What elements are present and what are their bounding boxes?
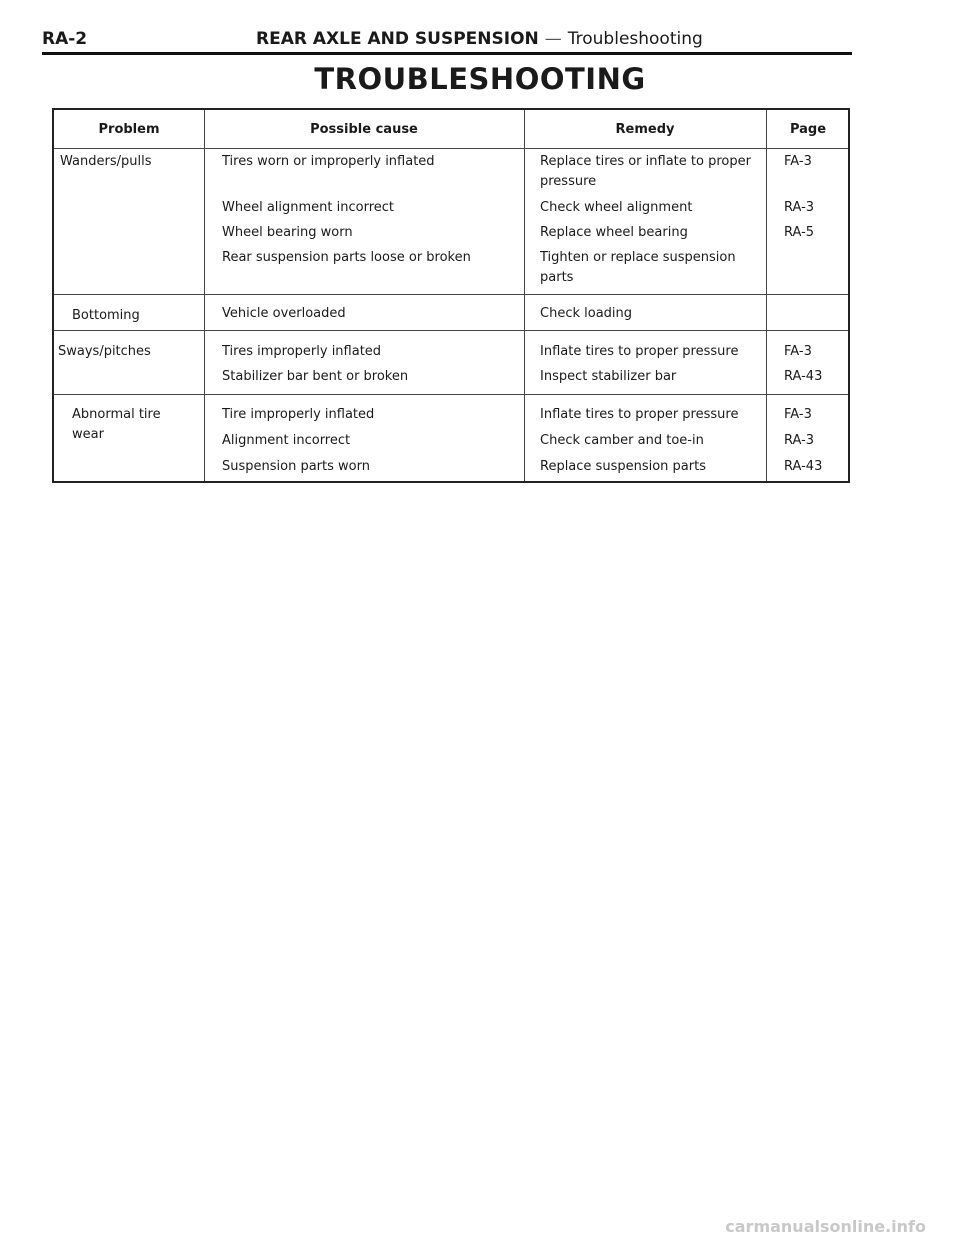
page-cell: RA-3 bbox=[784, 200, 815, 215]
cause-cell: Stabilizer bar bent or broken bbox=[222, 369, 409, 384]
remedy-cell: Replace wheel bearing bbox=[540, 225, 688, 240]
problem-cell: Bottoming bbox=[72, 308, 140, 323]
remedy-cell: Inflate tires to proper pressure bbox=[540, 407, 739, 422]
problem-cell: Wanders/pulls bbox=[60, 154, 152, 169]
column-divider bbox=[524, 110, 525, 481]
remedy-cell: Replace tires or inflate to proper pressure bbox=[540, 154, 751, 189]
cause-cell: Tires improperly inflated bbox=[222, 344, 382, 359]
page-cell: RA-43 bbox=[784, 369, 823, 384]
subsection-name: Troubleshooting bbox=[567, 29, 703, 49]
problem-cell: Sways/pitches bbox=[58, 344, 151, 359]
header-divider bbox=[54, 148, 848, 149]
remedy-cell: Check camber and toe-in bbox=[540, 433, 704, 448]
watermark: carmanualsonline.info bbox=[725, 1217, 926, 1236]
cause-cell: Tires worn or improperly inflated bbox=[222, 154, 435, 169]
column-header-page: Page bbox=[789, 122, 827, 137]
column-divider bbox=[766, 110, 767, 481]
cause-cell: Wheel bearing worn bbox=[222, 225, 353, 240]
cause-cell: Tire improperly inflated bbox=[222, 407, 375, 422]
column-header-remedy: Remedy bbox=[615, 122, 675, 137]
problem-cell: Abnormal tire wear bbox=[72, 407, 161, 442]
cause-cell: Vehicle overloaded bbox=[222, 306, 346, 321]
troubleshooting-table bbox=[52, 108, 850, 483]
page-cell: RA-43 bbox=[784, 459, 823, 474]
remedy-cell: Check loading bbox=[540, 306, 633, 321]
page-cell: FA-3 bbox=[784, 407, 812, 422]
remedy-cell: Check wheel alignment bbox=[540, 200, 693, 215]
row-divider bbox=[54, 294, 848, 295]
page-header bbox=[42, 28, 852, 55]
remedy-cell: Inflate tires to proper pressure bbox=[540, 344, 739, 359]
page-code: RA-2 bbox=[42, 29, 88, 49]
page-title: TROUBLESHOOTING bbox=[314, 62, 646, 96]
cause-cell: Suspension parts worn bbox=[222, 459, 370, 474]
remedy-cell: Replace suspension parts bbox=[540, 459, 706, 474]
title-dash: — bbox=[544, 29, 562, 49]
row-divider bbox=[54, 394, 848, 395]
page-cell: RA-3 bbox=[784, 433, 815, 448]
column-divider bbox=[204, 110, 205, 481]
cause-cell: Wheel alignment incorrect bbox=[222, 200, 395, 215]
column-header-cause: Possible cause bbox=[310, 122, 418, 137]
page-cell: FA-3 bbox=[784, 154, 812, 169]
column-header-problem: Problem bbox=[98, 122, 160, 137]
cause-cell: Alignment incorrect bbox=[222, 433, 351, 448]
page-cell: FA-3 bbox=[784, 344, 812, 359]
row-divider bbox=[54, 330, 848, 331]
page-cell: RA-5 bbox=[784, 225, 815, 240]
section-name: REAR AXLE AND SUSPENSION bbox=[256, 29, 539, 49]
section-title bbox=[256, 28, 703, 50]
cause-cell: Rear suspension parts loose or broken bbox=[222, 250, 471, 265]
remedy-cell: Inspect stabilizer bar bbox=[540, 369, 677, 384]
remedy-cell: Tighten or replace suspension parts bbox=[540, 250, 736, 285]
